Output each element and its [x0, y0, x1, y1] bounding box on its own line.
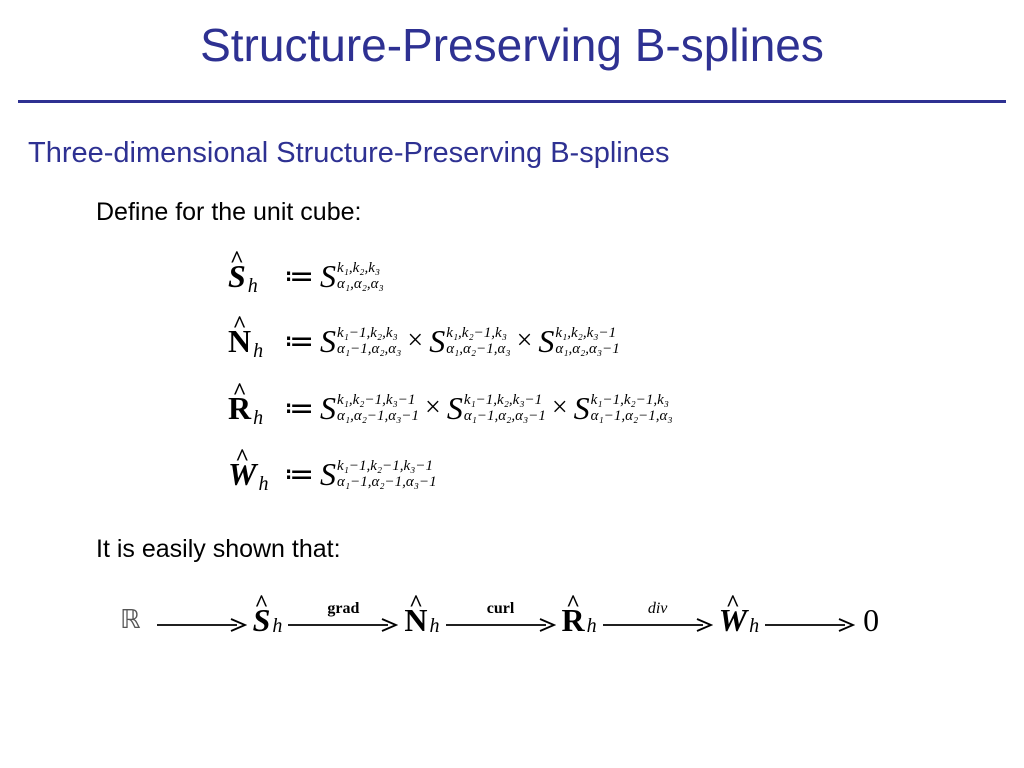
spline-space-term: S k₁−1,k₂−1,k₃ α₁−1,α₂−1,α₃ [573, 389, 673, 426]
times-operator: × [407, 325, 424, 356]
term-superscript: k₁−1,k₂,k₃−1 [463, 392, 543, 408]
assign-operator: ≔ [284, 391, 314, 425]
arrow-right-icon [446, 618, 556, 632]
times-operator: × [425, 392, 441, 423]
spline-space-term: S k₁,k₂,k₃−1 α₁,α₂,α₃−1 [538, 322, 620, 359]
definition-symbol: ^ W [228, 458, 256, 490]
sequence-arrow [288, 600, 398, 632]
definition-W [228, 446, 437, 502]
definition-R [228, 380, 673, 436]
term-subscript: α₁,α₂,α₃−1 [555, 341, 620, 357]
space-symbol: ^ W [719, 604, 747, 636]
term-subscript: α₁−1,α₂,α₃ [337, 341, 402, 357]
sequence-end: 0 [863, 601, 880, 638]
space-symbol: ^ N [404, 604, 427, 636]
definition-subscript: h [247, 275, 258, 297]
term-subscript: α₁,α₂−1,α₃ [446, 341, 511, 357]
term-subscript: α₁,α₂−1,α₃−1 [337, 408, 420, 424]
slide-title: Structure-Preserving B-splines [200, 19, 824, 71]
space-symbol: ^ R [562, 604, 585, 636]
definition-subscript: h [258, 473, 269, 495]
term-subscript: α₁−1,α₂,α₃−1 [463, 408, 546, 424]
times-operator: × [551, 392, 568, 423]
spline-space-term: S k₁,k₂−1,k₃−1 α₁,α₂−1,α₃−1 [320, 389, 420, 426]
assign-operator: ≔ [284, 259, 314, 293]
space-subscript: h [586, 614, 597, 637]
definition-S [228, 248, 384, 304]
definition-symbol: ^ S [228, 260, 246, 292]
arrow-right-icon [603, 618, 713, 632]
term-subscript: α₁−1,α₂−1,α₃ [590, 408, 673, 424]
arrow-label: div [647, 600, 668, 617]
term-superscript: k₁,k₂−1,k₃−1 [337, 392, 416, 408]
arrow-label: grad [327, 600, 360, 617]
definition-subscript: h [253, 407, 264, 429]
spline-space-term: S k₁,k₂,k₃ α₁,α₂,α₃ [320, 257, 384, 294]
space-subscript: h [272, 614, 283, 637]
arrow-label: curl [486, 600, 515, 617]
definition-subscript: h [253, 340, 264, 362]
term-superscript: k₁,k₂,k₃ [337, 260, 381, 276]
term-subscript: α₁−1,α₂−1,α₃−1 [337, 474, 437, 490]
arrow-right-icon [157, 618, 247, 632]
term-superscript: k₁−1,k₂,k₃ [337, 325, 398, 341]
exact-sequence [120, 590, 879, 650]
define-text: Define for the unit cube: [96, 198, 362, 226]
sequence-arrow [157, 600, 247, 632]
definition-N [228, 313, 620, 369]
space-subscript: h [429, 614, 440, 637]
start-symbol: ℝ [120, 605, 141, 634]
space-symbol: ^ S [253, 604, 271, 636]
times-operator: × [516, 325, 533, 356]
assign-operator: ≔ [284, 457, 314, 491]
slide-subtitle: Three-dimensional Structure-Preserving B-splines [28, 137, 670, 169]
spline-space-term: S k₁−1,k₂−1,k₃−1 α₁−1,α₂−1,α₃−1 [320, 455, 437, 492]
definition-symbol: ^ R [228, 392, 251, 424]
spline-space-term: S k₁−1,k₂,k₃−1 α₁−1,α₂,α₃−1 [446, 389, 546, 426]
space-subscript: h [749, 614, 760, 637]
title-divider [18, 100, 1006, 103]
definition-symbol: ^ N [228, 325, 251, 357]
term-superscript: k₁,k₂−1,k₃ [446, 325, 507, 341]
term-superscript: k₁,k₂,k₃−1 [555, 325, 617, 341]
assign-operator: ≔ [284, 324, 314, 358]
term-superscript: k₁−1,k₂−1,k₃ [590, 392, 669, 408]
term-subscript: α₁,α₂,α₃ [337, 276, 384, 292]
shown-text: It is easily shown that: [96, 535, 341, 563]
sequence-arrow [603, 600, 713, 632]
spline-space-term: S k₁−1,k₂,k₃ α₁−1,α₂,α₃ [320, 322, 402, 359]
sequence-arrow [765, 600, 855, 632]
arrow-right-icon [765, 618, 855, 632]
term-superscript: k₁−1,k₂−1,k₃−1 [337, 458, 433, 474]
arrow-right-icon [288, 618, 398, 632]
sequence-arrow [446, 600, 556, 632]
spline-space-term: S k₁,k₂−1,k₃ α₁,α₂−1,α₃ [429, 322, 511, 359]
